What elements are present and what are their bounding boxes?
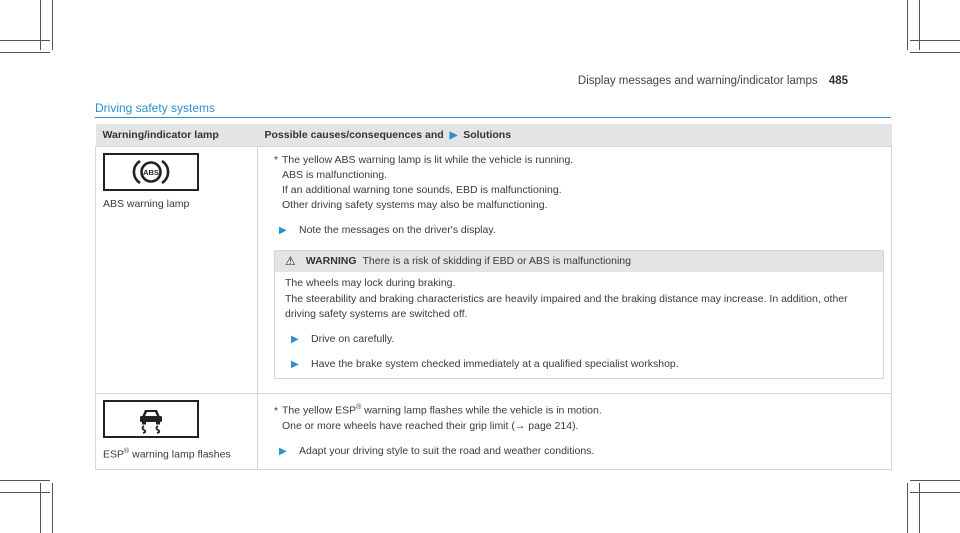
- arrow-icon: ▶: [291, 334, 299, 345]
- arrow-icon: ▶: [449, 130, 458, 141]
- arrow-icon: ▶: [279, 225, 287, 236]
- crop-mark: [910, 480, 960, 481]
- section-title: Driving safety systems: [95, 101, 216, 115]
- lamp-label: ABS warning lamp: [103, 198, 190, 210]
- registered-mark: ®: [124, 448, 130, 455]
- warning-title: There is a risk of skidding if EBD or ABS is malfunctioning: [362, 255, 631, 267]
- table-row: [96, 394, 892, 470]
- abs-warning-icon: [103, 153, 199, 191]
- crop-mark: [0, 40, 50, 41]
- col-header-lamp: Warning/indicator lamp: [96, 124, 258, 147]
- arrow-icon: ▶: [291, 359, 299, 370]
- crop-mark: [0, 492, 50, 493]
- warning-body: [275, 272, 883, 378]
- warning-header: [275, 251, 883, 272]
- crop-mark: [52, 483, 53, 533]
- lamp-label-suffix: warning lamp flashes: [129, 448, 231, 461]
- crop-mark: [910, 52, 960, 53]
- note-line: The yellow ESP: [282, 404, 357, 417]
- note: [274, 153, 884, 213]
- crop-mark: [0, 480, 50, 481]
- abs-icon-text: ABS: [143, 168, 159, 177]
- causes-cell: [258, 394, 892, 470]
- warning-lamp-table: [95, 124, 892, 470]
- action-item: [285, 332, 873, 347]
- crop-mark: [910, 40, 960, 41]
- crop-mark: [910, 492, 960, 493]
- lamp-cell: [96, 147, 258, 394]
- crop-mark: [907, 483, 908, 533]
- crop-mark: [0, 52, 50, 53]
- running-title: Display messages and warning/indicator lamps: [577, 75, 818, 87]
- arrow-icon: ▶: [279, 445, 287, 457]
- warning-text: The wheels may lock during braking.: [285, 277, 456, 289]
- crop-mark: [907, 0, 908, 50]
- note-star: *: [274, 154, 279, 166]
- crop-mark: [40, 483, 41, 533]
- crop-mark: [52, 0, 53, 50]
- registered-mark: ®: [356, 404, 362, 411]
- col-header-solutions-text: Solutions: [463, 129, 512, 141]
- crop-mark: [40, 0, 41, 50]
- warning-triangle-icon: ⚠: [285, 254, 296, 268]
- warning-label: WARNING: [305, 255, 357, 267]
- section-rule: [95, 117, 891, 118]
- page-reference-link[interactable]: One or more wheels have reached their grip limit (→ page 214).: [282, 419, 579, 432]
- running-header: [578, 75, 848, 87]
- action-text: Adapt your driving style to suit the road and weather conditions.: [299, 444, 595, 457]
- action-text: Drive on carefully.: [311, 333, 395, 345]
- esp-warning-icon: [103, 400, 199, 438]
- col-header-causes: [258, 124, 892, 147]
- note-line: Other driving safety systems may also be malfunctioning.: [282, 199, 548, 211]
- table-header-row: [96, 124, 892, 147]
- action-item: [273, 223, 884, 238]
- page-number: 485: [828, 75, 848, 87]
- note-line: If an additional warning tone sounds, EBD is malfunctioning.: [282, 184, 562, 196]
- lamp-cell: [96, 394, 258, 470]
- action-text: Have the brake system checked immediately at a qualified specialist workshop.: [311, 358, 679, 370]
- col-header-causes-text: Possible causes/consequences and: [264, 129, 444, 141]
- note-line: warning lamp flashes while the vehicle is in motion.: [361, 404, 602, 417]
- causes-cell: [258, 147, 892, 394]
- note: [274, 400, 884, 434]
- warning-box: [274, 250, 884, 379]
- lamp-label-prefix: ESP: [103, 448, 125, 461]
- action-item: [285, 357, 873, 372]
- note-line: ABS is malfunctioning.: [282, 169, 388, 181]
- note-star: *: [274, 404, 279, 417]
- table-row: [96, 147, 892, 394]
- crop-mark: [919, 0, 920, 50]
- lamp-label: [103, 444, 250, 463]
- action-text: Note the messages on the driver's display.: [299, 224, 496, 236]
- crop-mark: [919, 483, 920, 533]
- action-item: [273, 444, 884, 459]
- warning-text: The steerability and braking characteristics are heavily impaired and the braking distance may increase. In addition, other driving safety systems are switched off.: [285, 293, 848, 320]
- note-line: The yellow ABS warning lamp is lit while the vehicle is running.: [282, 154, 574, 166]
